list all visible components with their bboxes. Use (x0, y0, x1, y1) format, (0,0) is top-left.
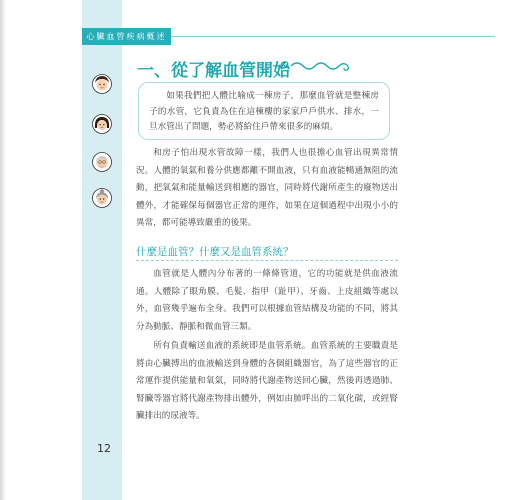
page-number: 12 (97, 442, 111, 455)
intro-callout-text: 如果我們把人體比喻成一棟房子，那麼血管就是整棟房子的水管，它負責為住在這棟樓的家家戶戶供水、排水，一旦水管出了問題，勢必將給住戶帶來很多的麻煩。 (149, 91, 379, 132)
page-edge-shadow (0, 0, 6, 500)
girl-avatar-icon (92, 114, 112, 134)
chapter-header-label: 心臟血管疾病概述 (86, 32, 167, 41)
chapter-header (82, 28, 171, 45)
swirl-ornament-icon (277, 57, 357, 75)
grandma-avatar-icon (92, 188, 112, 208)
boy-avatar-icon (92, 74, 112, 94)
header-rule (171, 36, 495, 37)
body-paragraph: 和房子怕出現水管故障一樣，我們人也很擔心血管出現異常情況。人體的氧氣和養分供應都離不開血液，只有血液能暢通無阻的流動，把氧氣和能量輸送到相應的器官，同時將代謝所產生的廢物送出體外，才能確保每個器官正常的運作，如果在這個過程中出現小小的異常，都可能導致嚴重的後果。 (136, 148, 398, 228)
subheading: 什麼是血管？什麼又是血管系統？ (136, 246, 294, 258)
intro-callout-box (138, 82, 390, 140)
body-paragraph: 血管就是人體內分布著的一條條管道，它的功能就是供血液流通。人體除了眼角膜、毛髮、指甲（趾甲）、牙齒、上皮組織等處以外，血管幾乎遍布全身。我們可以根據血管結構及功能的不同，將其分為動脈、靜脈和微血管三類。 (136, 269, 398, 332)
body-paragraph: 所有負責輸送血液的系統即是血管系統。血管系統的主要職責是將由心臟搏出的血液輸送到身體的各個組織器官，為了這些器官的正常運作提供能量和氧氣，同時將代謝產物送回心臟，然後再透過肺、腎臟等器官將代謝產物排出體外，例如由肺呼出的二氧化碳，或經腎臟排出的尿液等。 (136, 341, 398, 421)
grandpa-avatar-icon (92, 152, 112, 172)
subheading-rule (136, 260, 398, 261)
section-title: 一、從了解血管開始 (137, 61, 290, 81)
